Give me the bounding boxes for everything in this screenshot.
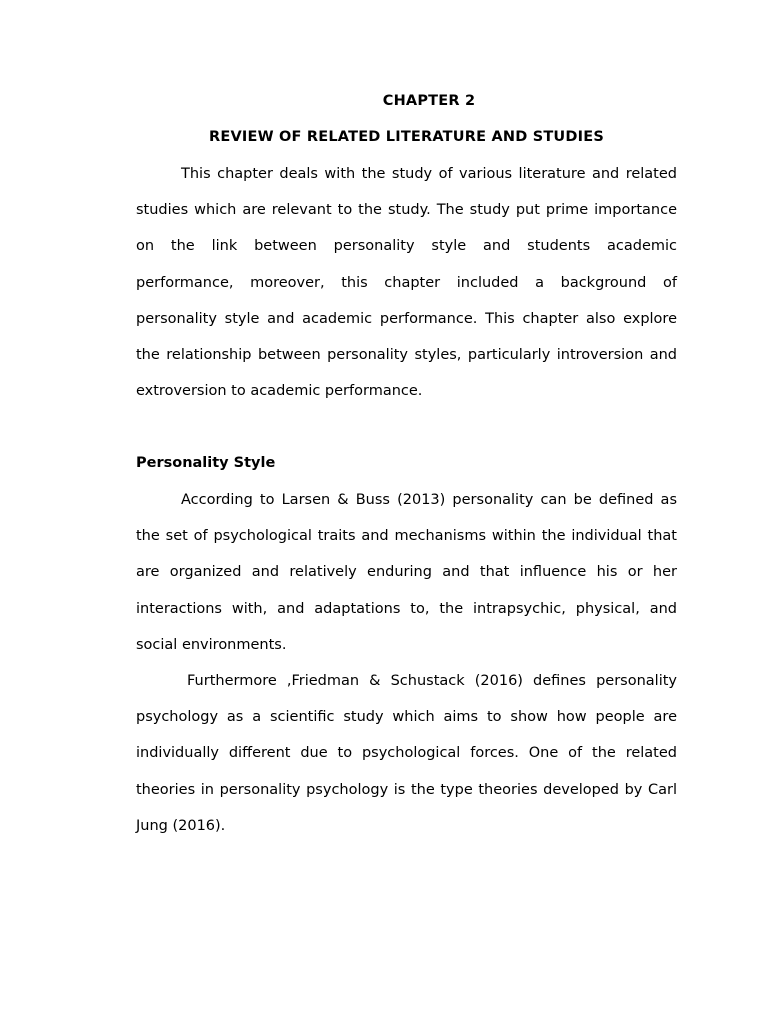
intro-paragraph: This chapter deals with the study of various literature and related studies which are relevant to the study. The study put prime importance on the link between personality style and students academic performance, moreover, this chapter included a background of personality style and academic performance. This chapter also explore the relationship between personality styles, particularly introversion and extroversion to academic performance. <box>136 166 677 400</box>
section-heading: Personality Style <box>136 455 276 471</box>
body-paragraph: Furthermore ,Friedman & Schustack (2016) defines personality psychology as a scientific study which aims to show how people are individually different due to psychological forces. One of the related theories in personality psychology is the type theories developed by Carl Jung (2016). <box>136 673 677 834</box>
body-paragraph: According to Larsen & Buss (2013) personality can be defined as the set of psychological traits and mechanisms within the individual that are organized and relatively enduring and that influence his or her interactions with, and adaptations to, the intrapsychic, physical, and social environments. <box>136 492 677 653</box>
chapter-number: CHAPTER 2 <box>382 93 476 109</box>
chapter-title: REVIEW OF RELATED LITERATURE AND STUDIES <box>208 129 604 145</box>
